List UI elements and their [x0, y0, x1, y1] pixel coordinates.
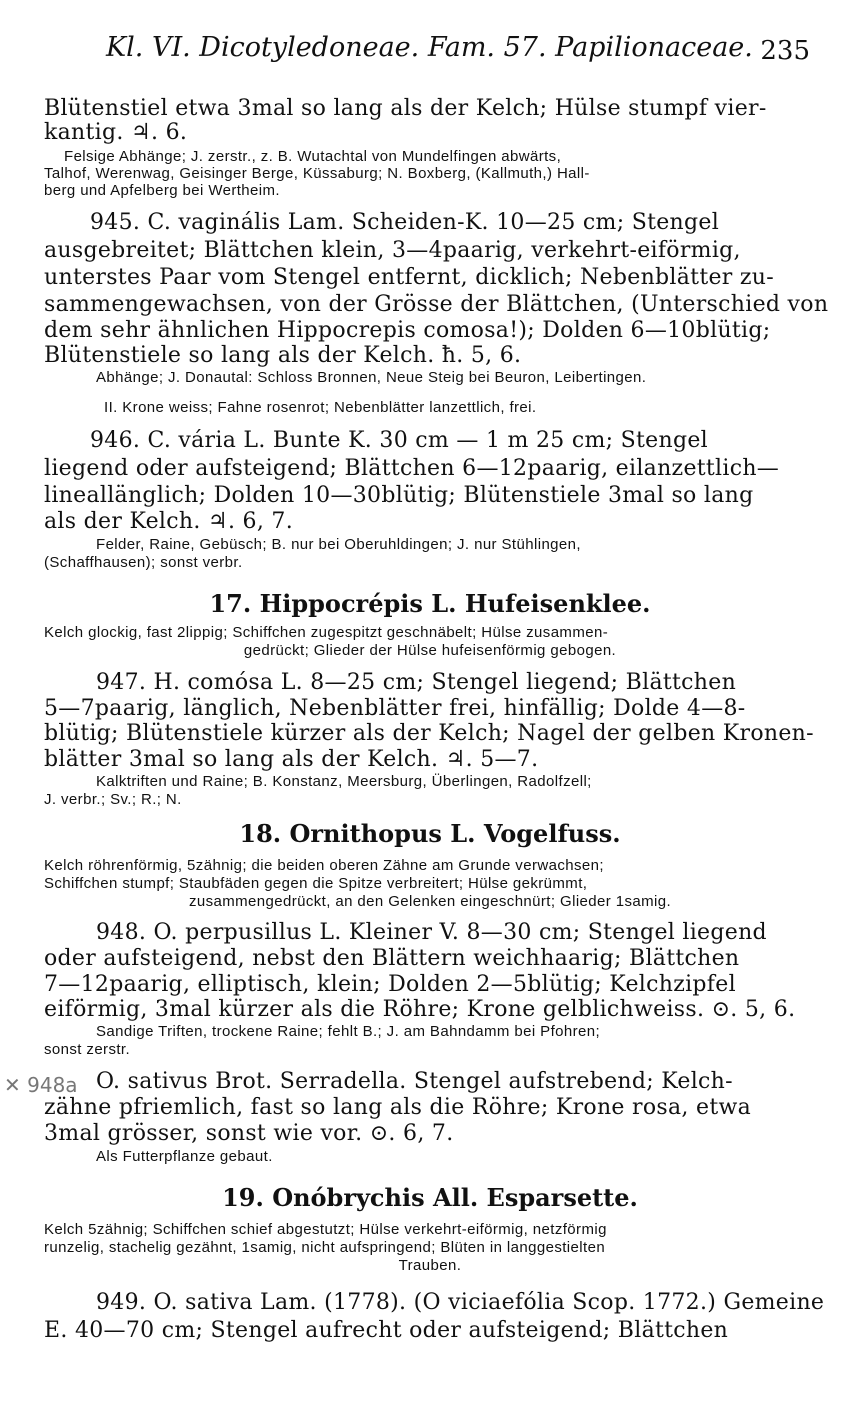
- text-line: lineallänglich; Dolden 10—30blütig; Blütenstiele 3mal so lang: [44, 483, 754, 508]
- text-line: ausgebreitet; Blättchen klein, 3—4paarig, verkehrt-eiförmig,: [44, 238, 741, 263]
- genus-description: gedrückt; Glieder der Hülse hufeisenförmig gebogen.: [243, 642, 617, 659]
- text-line: als der Kelch. ♃. 6, 7.: [44, 509, 294, 534]
- text-line: oder aufsteigend, nebst den Blättern weichhaarig; Blättchen: [44, 946, 740, 971]
- handwritten-margin-note: ✕ 948a: [4, 1073, 78, 1097]
- text-line: 3mal grösser, sonst wie vor. ⊙. 6, 7.: [44, 1121, 454, 1146]
- text-line: unterstes Paar vom Stengel entfernt, dicklich; Nebenblätter zu-: [44, 265, 774, 290]
- page-number: 235: [760, 36, 810, 66]
- usage-line: Als Futterpflanze gebaut.: [96, 1148, 273, 1165]
- genus-description: Kelch 5zähnig; Schiffchen schief abgestutzt; Hülse verkehrt-eiförmig, netzförmig: [44, 1221, 607, 1238]
- text-line: liegend oder aufsteigend; Blättchen 6—12paarig, eilanzettlich—: [44, 456, 780, 481]
- locality-line: Kalktriften und Raine; B. Konstanz, Meersburg, Überlingen, Radolfzell;: [96, 773, 592, 790]
- genus-description: Kelch röhrenförmig, 5zähnig; die beiden oberen Zähne am Grunde verwachsen;: [44, 857, 604, 874]
- species-entry-947: 947. H. comósa L. 8—25 cm; Stengel liegend; Blättchen: [96, 670, 737, 695]
- locality-line: berg und Apfelberg bei Wertheim.: [44, 182, 280, 199]
- variety-line: II. Krone weiss; Fahne rosenrot; Nebenblätter lanzettlich, frei.: [104, 399, 537, 416]
- text-line: Blütenstiel etwa 3mal so lang als der Kelch; Hülse stumpf vier-: [44, 96, 767, 121]
- text-line: 7—12paarig, elliptisch, klein; Dolden 2—5blütig; Kelchzipfel: [44, 972, 736, 997]
- text-line: blütig; Blütenstiele kürzer als der Kelch; Nagel der gelben Kronen-: [44, 721, 814, 746]
- running-header: Kl. VI. Dicotyledoneae. Fam. 57. Papilionaceae.: [106, 32, 753, 63]
- text-line: blätter 3mal so lang als der Kelch. ♃. 5—7.: [44, 747, 539, 772]
- species-entry-949: 949. O. sativa Lam. (1778). (O viciaefólia Scop. 1772.) Gemeine: [96, 1290, 825, 1315]
- species-entry-945: 945. C. vaginális Lam. Scheiden-K. 10—25 cm; Stengel: [90, 210, 720, 235]
- text-line: dem sehr ähnlichen Hippocrepis comosa!); Dolden 6—10blütig;: [44, 318, 771, 343]
- locality-line: sonst zerstr.: [44, 1041, 131, 1058]
- genus-description: zusammengedrückt, an den Gelenken eingeschnürt; Glieder 1samig.: [188, 893, 672, 910]
- genus-description: Kelch glockig, fast 2lippig; Schiffchen zugespitzt geschnäbelt; Hülse zusammen-: [44, 624, 609, 641]
- genus-heading-17: 17. Hippocrépis L. Hufeisenklee.: [209, 589, 651, 618]
- species-entry-948a: O. sativus Brot. Serradella. Stengel aufstrebend; Kelch-: [96, 1069, 733, 1094]
- text-line: E. 40—70 cm; Stengel aufrecht oder aufsteigend; Blättchen: [44, 1318, 729, 1343]
- genus-heading-19: 19. Onóbrychis All. Esparsette.: [222, 1183, 638, 1212]
- text-line: zähne pfriemlich, fast so lang als die Röhre; Krone rosa, etwa: [44, 1095, 752, 1120]
- locality-line: Felder, Raine, Gebüsch; B. nur bei Oberuhldingen; J. nur Stühlingen,: [96, 536, 581, 553]
- text-line: sammengewachsen, von der Grösse der Blättchen, (Unterschied von: [44, 292, 829, 317]
- text-line: kantig. ♃. 6.: [44, 120, 188, 145]
- text-line: eiförmig, 3mal kürzer als die Röhre; Krone gelblichweiss. ⊙. 5, 6.: [44, 997, 796, 1022]
- locality-line: Sandige Triften, trockene Raine; fehlt B.; J. am Bahndamm bei Pfohren;: [96, 1023, 601, 1040]
- genus-heading-18: 18. Ornithopus L. Vogelfuss.: [239, 819, 621, 848]
- locality-line: J. verbr.; Sv.; R.; N.: [44, 791, 182, 808]
- species-entry-948: 948. O. perpusillus L. Kleiner V. 8—30 cm; Stengel liegend: [96, 920, 767, 945]
- species-entry-946: 946. C. vária L. Bunte K. 30 cm — 1 m 25 cm; Stengel: [90, 428, 709, 453]
- genus-description: runzelig, stachelig gezähnt, 1samig, nicht aufspringend; Blüten in langgestielten: [44, 1239, 606, 1256]
- genus-description: Schiffchen stumpf; Staubfäden gegen die Spitze verbreitert; Hülse gekrümmt,: [44, 875, 588, 892]
- genus-description: Trauben.: [398, 1257, 462, 1274]
- text-line: Blütenstiele so lang als der Kelch. ħ. 5, 6.: [44, 343, 522, 368]
- locality-line: (Schaffhausen); sonst verbr.: [44, 554, 243, 571]
- locality-line: Talhof, Werenwag, Geisinger Berge, Küssaburg; N. Boxberg, (Kallmuth,) Hall-: [44, 165, 590, 182]
- text-line: 5—7paarig, länglich, Nebenblätter frei, hinfällig; Dolde 4—8-: [44, 696, 746, 721]
- locality-line: Felsige Abhänge; J. zerstr., z. B. Wutachtal von Mundelfingen abwärts,: [64, 148, 562, 165]
- locality-line: Abhänge; J. Donautal: Schloss Bronnen, Neue Steig bei Beuron, Leibertingen.: [96, 369, 647, 386]
